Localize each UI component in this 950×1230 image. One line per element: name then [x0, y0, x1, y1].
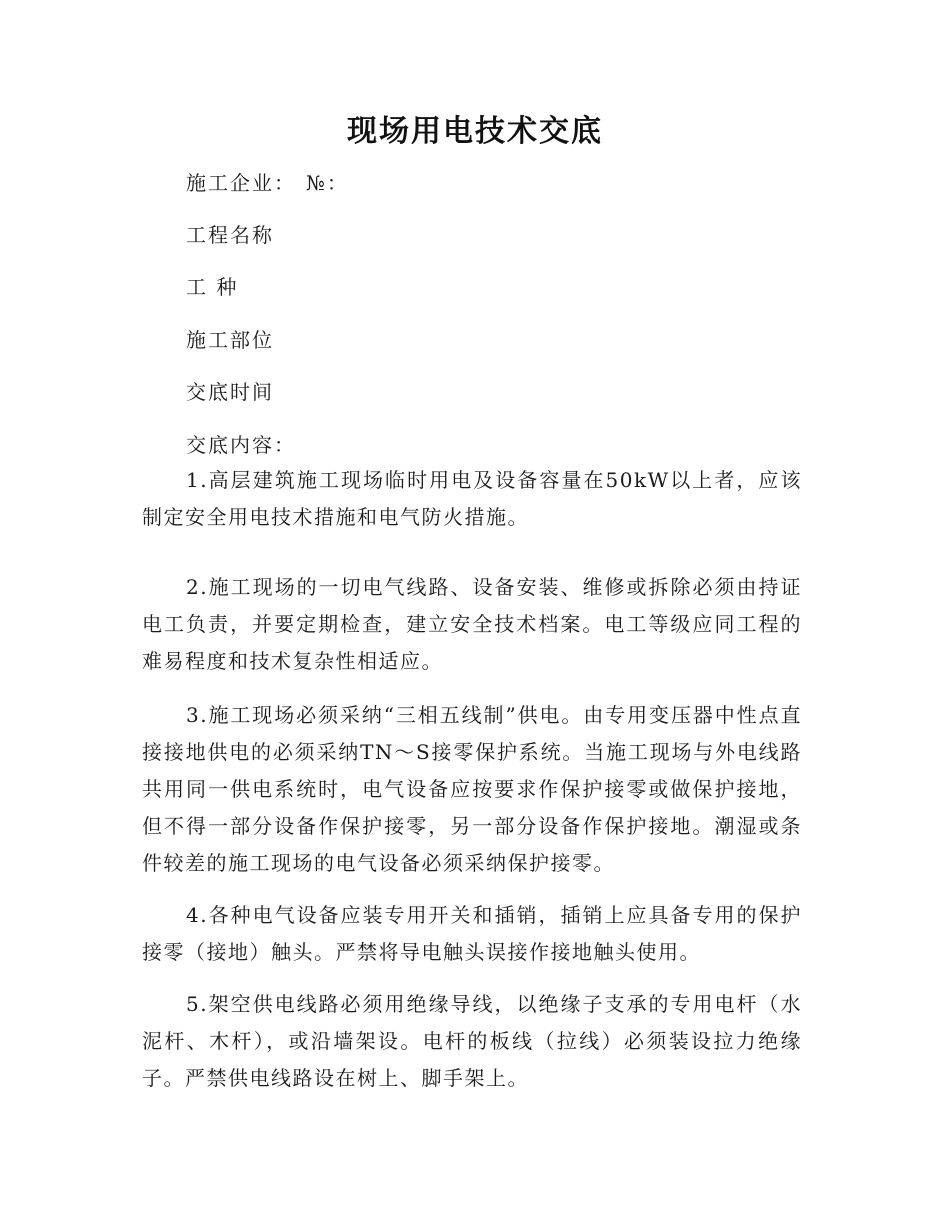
trade-label: 工 种 [186, 275, 239, 299]
project-name-label: 工程名称 [186, 223, 274, 247]
content-label: 交底内容： [186, 433, 296, 457]
company-label: 施工企业： [186, 171, 296, 195]
number-label: №： [306, 171, 349, 195]
location-label: 施工部位 [186, 328, 274, 352]
content-item-3: 3.施工现场必须采纳“三相五线制”供电。由专用变压器中性点直接接地供电的必须采纳TN～S接零保护系统。当施工现场与外电线路共用同一供电系统时，电气设备应按要求作保护接零或做保护接地，但不得一部分设备作保护接零，另一部分设备作保护接地。潮湿或条件较差的施工现场的电气设备必须采纳保护接零。 [142, 703, 802, 875]
content-item-1: 1.高层建筑施工现场临时用电及设备容量在50kW以上者，应该制定安全用电技术措施和电气防火措施。 [142, 468, 802, 529]
content-item-5: 5.架空供电线路必须用绝缘导线，以绝缘子支承的专用电杆（水泥杆、木杆），或沿墙架设。电杆的板线（拉线）必须装设拉力绝缘子。严禁供电线路设在树上、脚手架上。 [142, 992, 802, 1090]
content-item-4: 4.各种电气设备应装专用开关和插销，插销上应具备专用的保护接零（接地）触头。严禁将导电触头误接作接地触头使用。 [142, 903, 802, 964]
time-label: 交底时间 [186, 380, 274, 404]
document-title: 现场用电技术交底 [347, 114, 603, 149]
content-item-2: 2.施工现场的一切电气线路、设备安装、维修或拆除必须由持证电工负责，并要定期检查，建立安全技术档案。电工等级应同工程的难易程度和技术复杂性相适应。 [142, 575, 802, 673]
company-number-line [186, 168, 349, 198]
